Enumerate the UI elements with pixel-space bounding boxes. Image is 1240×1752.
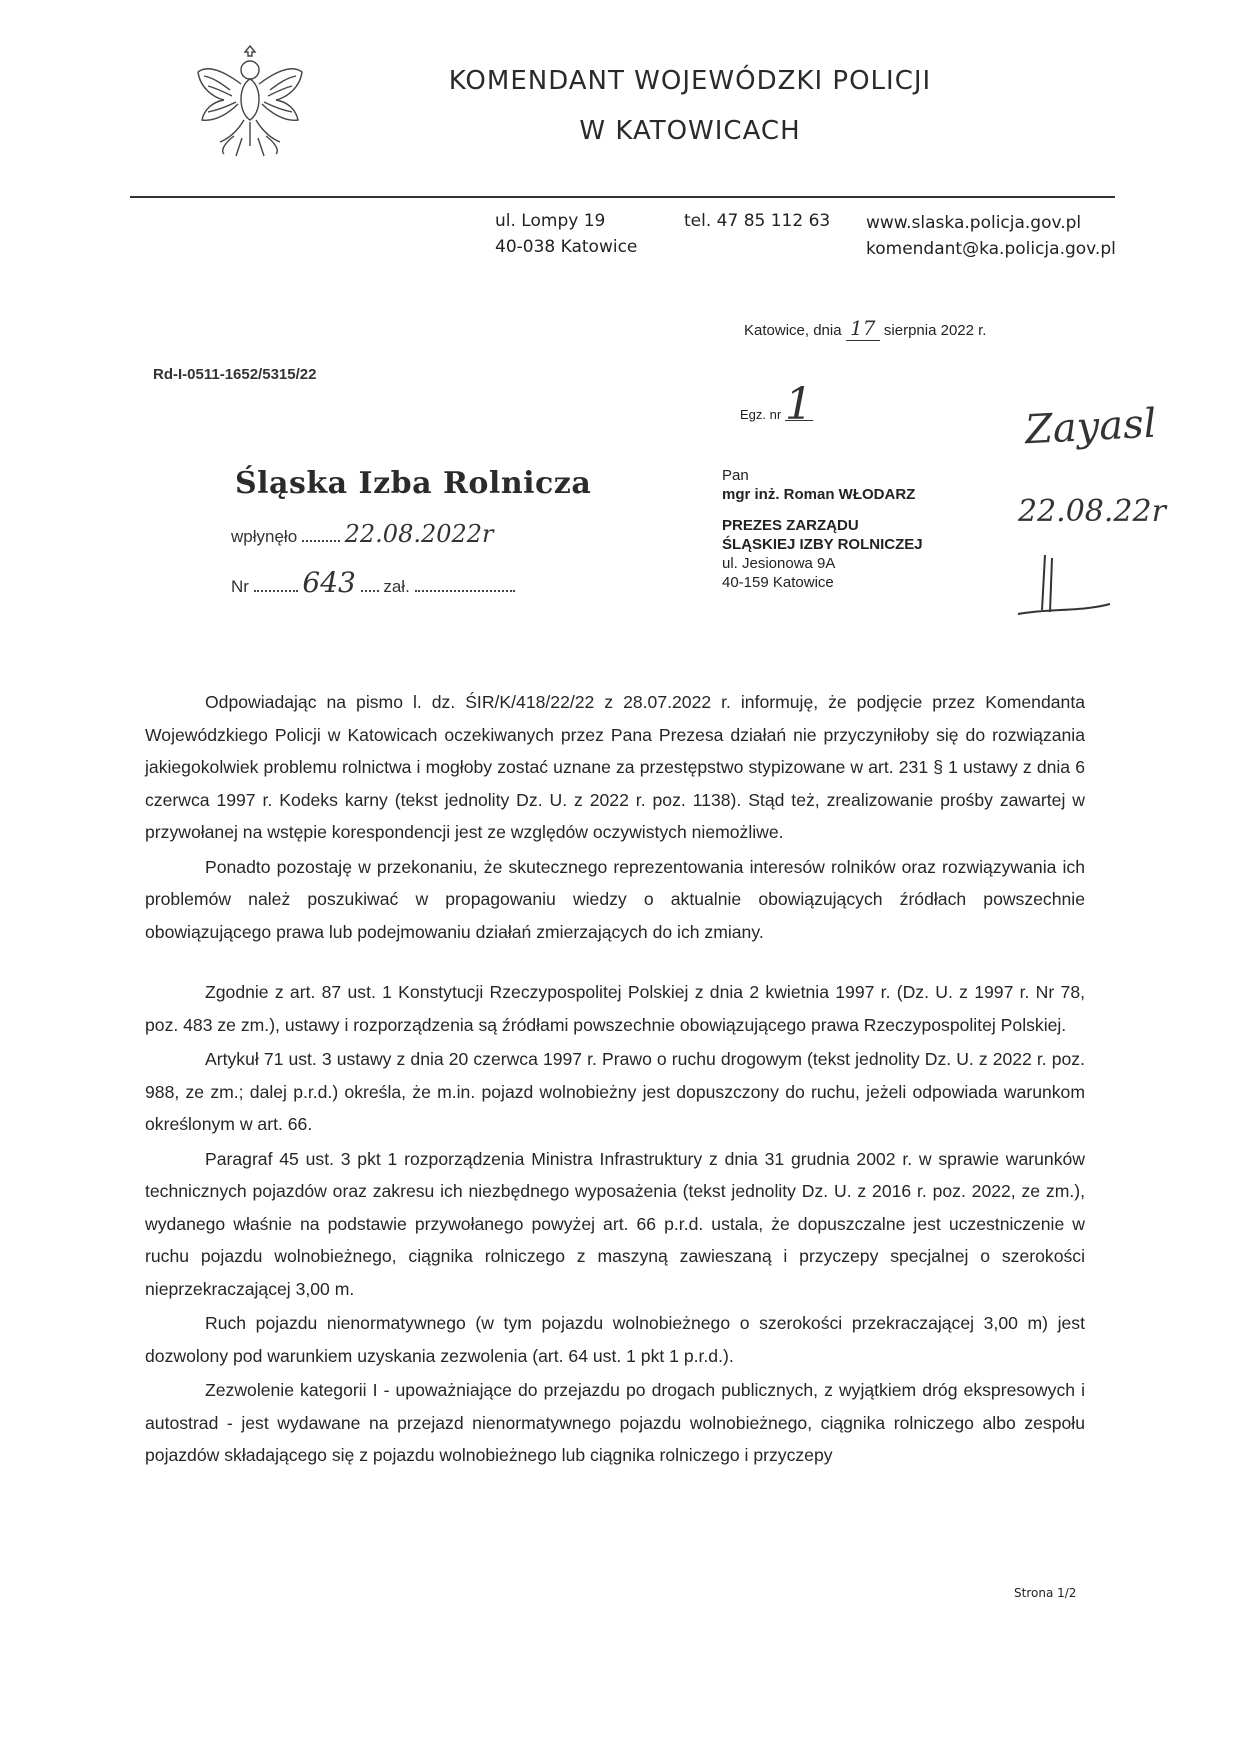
recipient-role-2: ŚLĄSKIEJ IZBY ROLNICZEJ — [722, 536, 923, 553]
contact-street: ul. Lompy 19 — [495, 211, 606, 231]
contact-online — [866, 210, 1116, 262]
handwritten-note: Zayasl — [1023, 400, 1158, 454]
authority-title: KOMENDANT WOJEWÓDZKI POLICJI — [448, 66, 932, 96]
recipient-name: mgr inż. Roman WŁODARZ — [722, 486, 916, 503]
copy-label: Egz. nr — [740, 407, 782, 422]
paragraph-6: Ruch pojazdu nienormatywnego (w tym pojazdu wolnobieżnego o szerokości przekraczającej 3,00 m) jest dozwolony pod warunkiem uzyskania zezwolenia (art. 64 ust. 1 pkt 1 p.r.d.). — [145, 1313, 1085, 1366]
copy-number — [740, 379, 813, 430]
handwritten-signature — [1010, 550, 1120, 620]
received-number-line — [231, 566, 515, 599]
header-divider — [130, 196, 1115, 198]
received-stamp-org: Śląska Izba Rolnicza — [235, 466, 592, 501]
nr-label: Nr — [231, 577, 249, 596]
date-line — [744, 316, 986, 341]
paragraph-4: Artykuł 71 ust. 3 ustawy z dnia 20 czerwca 1997 r. Prawo o ruchu drogowym (tekst jednolity Dz. U. z 2022 r. poz. 988, ze zm.; dalej p.r.d.) określa, że m.in. pojazd wolnobieżny jest dopuszczony do ruchu, jeżeli odpowiada warunkom określonym w art. 66. — [145, 1049, 1085, 1134]
recipient-city: 40-159 Katowice — [722, 574, 834, 591]
contact-email[interactable]: komendant@ka.policja.gov.pl — [866, 239, 1116, 259]
recipient-role-1: PREZES ZARZĄDU — [722, 517, 859, 534]
contact-city: 40-038 Katowice — [495, 237, 638, 257]
polish-eagle-emblem-icon — [190, 42, 310, 160]
received-date-line — [231, 520, 494, 548]
paragraph-7: Zezwolenie kategorii I - upoważniające do przejazdu po drogach publicznych, z wyjątkiem dróg ekspresowych i autostrad - jest wydawane na przejazd nienormatywnego pojazdu wolnobieżnego, ciągnika rolniczego albo zespołu pojazdów składającego się z pojazdu wolnobieżnego lub ciągnika rolniczego i przyczepy — [145, 1380, 1085, 1465]
contact-website[interactable]: www.slaska.policja.gov.pl — [866, 213, 1082, 233]
page-number: Strona 1/2 — [1014, 1586, 1077, 1600]
date-day: 17 — [846, 316, 880, 341]
recipient-address — [722, 466, 923, 592]
reference-number: Rd-I-0511-1652/5315/22 — [153, 366, 317, 383]
received-date: 22.08.2022r — [344, 520, 494, 548]
letter-body — [145, 686, 1085, 1472]
contact-phone: tel. 47 85 112 63 — [684, 211, 831, 231]
paragraph-3: Zgodnie z art. 87 ust. 1 Konstytucji Rzeczypospolitej Polskiej z dnia 2 kwietnia 1997 r. (Dz. U. z 1997 r. Nr 78, poz. 483 ze zm.), ustawy i rozporządzenia są źródłami powszechnie obowiązującego prawa Rzeczypospolitej Polskiej. — [145, 982, 1085, 1035]
nr-value: 643 — [302, 566, 356, 599]
date-prefix: Katowice, dnia — [744, 322, 842, 339]
paragraph-5: Paragraf 45 ust. 3 pkt 1 rozporządzenia Ministra Infrastruktury z dnia 31 grudnia 2002 r. w sprawie warunków technicznych pojazdów oraz zakresu ich niezbędnego wyposażenia (tekst jednolity Dz. U. z 2016 r. poz. 2022, ze zm.), wydanego właśnie na podstawie przywołanego powyżej art. 66 p.r.d. ustala, że dopuszczalne jest uczestniczenie w ruchu pojazdu wolnobieżnego, ciągnika rolniczego z maszyną zawieszaną i przyczepy specjalnej o szerokości nieprzekraczającej 3,00 m. — [145, 1148, 1085, 1299]
copy-number-value: 1 — [784, 379, 813, 430]
authority-city: W KATOWICACH — [579, 116, 801, 146]
date-suffix: sierpnia 2022 r. — [883, 322, 987, 339]
recipient-salutation: Pan — [722, 467, 749, 484]
recipient-street: ul. Jesionowa 9A — [722, 555, 836, 572]
attach-label: zał. — [383, 577, 410, 596]
contact-address — [495, 208, 637, 260]
handwritten-date: 22.08.22r — [1018, 494, 1166, 529]
paragraph-1: Odpowiadając na pismo l. dz. ŚIR/K/418/22/22 z 28.07.2022 r. informuję, że podjęcie przez Komendanta Wojewódzkiego Policji w Katowicach oczekiwanych przez Pana Prezesa działań nie przyczyniłoby się do rozwiązania jakiegokolwiek problemu rolnictwa i mogłoby zostać uznane za przestępstwo stypizowane w art. 231 § 1 ustawy z dnia 6 czerwca 1997 r. Kodeks karny (tekst jednolity Dz. U. z 2022 r. poz. 1138). Stąd też, zrealizowanie prośby zawartej w przywołanej na wstępie korespondencji jest ze względów oczywistych niemożliwe. — [145, 692, 1085, 842]
paragraph-2: Ponadto pozostaję w przekonaniu, że skutecznego reprezentowania interesów rolników oraz rozwiązywania ich problemów należ poszukiwać w propagowaniu wiedzy o aktualnie obowiązujących źródłach powszechnie obowiązującego prawa lub podejmowaniu działań zmierzających do ich zmiany. — [145, 856, 1085, 942]
received-label: wpłynęło — [231, 527, 298, 546]
